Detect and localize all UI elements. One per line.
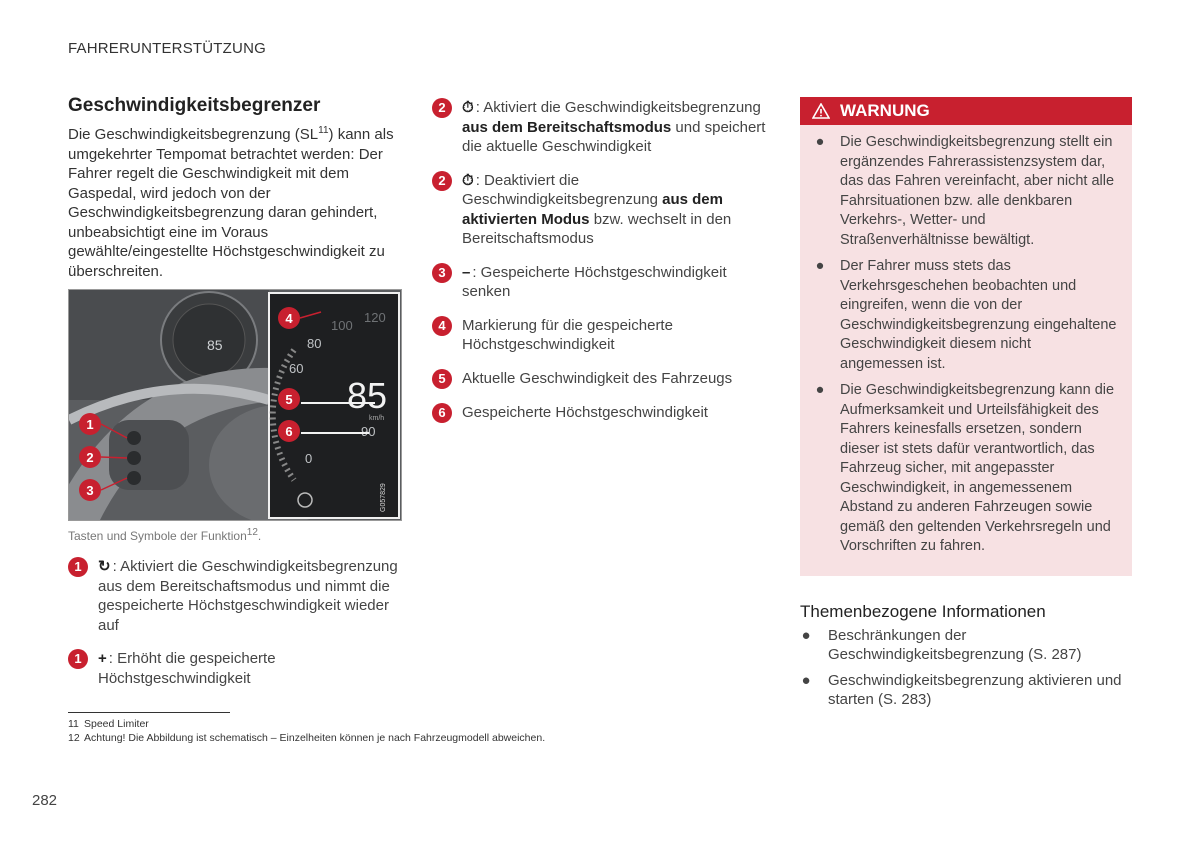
footnote-text: Speed Limiter <box>84 718 149 730</box>
svg-text:4: 4 <box>285 311 293 326</box>
svg-text:1: 1 <box>86 417 94 432</box>
related-link[interactable]: ● Beschränkungen der Geschwindigkeitsbegrenzung (S. 287) <box>800 626 1132 665</box>
list-item <box>432 316 767 355</box>
callout-badge: 3 <box>432 263 452 283</box>
scale-0: 0 <box>305 451 313 466</box>
item-text: : Gespeicherte Höchstgeschwindigkeit senken <box>462 263 727 300</box>
item-text: Aktuelle Geschwindigkeit des Fahrzeugs <box>462 369 733 387</box>
function-figure <box>68 289 402 521</box>
scale-80: 80 <box>307 336 322 351</box>
svg-text:5: 5 <box>285 392 293 407</box>
plus-icon: + <box>98 650 107 667</box>
footnote-divider <box>68 712 230 713</box>
callout-badge: 1 <box>68 557 88 577</box>
speed-unit: km/h <box>369 415 385 422</box>
callout-badge: 5 <box>432 369 452 389</box>
list-item <box>432 98 767 157</box>
list-item <box>68 557 398 635</box>
item-emphasis: aus dem aktivierten Modus <box>462 191 723 228</box>
callout-2 <box>79 446 101 468</box>
page-title: Geschwindigkeitsbegrenzer <box>68 95 321 116</box>
warning-text: Die Geschwindigkeitsbegrenzung kann die Aufmerksamkeit und Urteilsfähigkeit des Fahrers keinesfalls ersetzen, sondern dieser ist stets dafür verantwortlich, das Fahrzeug sicher, mit angepasster Geschwindigkeit, in angemessenem Abstand zu anderen Fahrzeugen sowie gemäß den geltenden Verkehrsregeln und Vorschriften zu fahren. <box>840 382 1115 554</box>
footnote-ref-12: 12 <box>246 527 258 538</box>
callout-4 <box>278 307 300 329</box>
item-text: : Aktiviert die Geschwindigkeitsbegrenzung <box>475 99 761 116</box>
callout-6 <box>278 420 300 442</box>
item-emphasis: aus dem Bereitschaftsmodus <box>462 118 672 136</box>
figure-code: G057829 <box>380 483 387 512</box>
warning-header <box>800 97 1132 125</box>
callout-5 <box>278 388 300 410</box>
speed-limiter-icon: ⏱ <box>462 171 474 189</box>
svg-text:2: 2 <box>86 450 94 465</box>
intro-text-start: Die Geschwindigkeitsbegrenzung (SL <box>68 126 319 143</box>
warning-item: ● Der Fahrer muss stets das Verkehrsgeschehen beobachten und eingreifen, wenn die von der Geschwindigkeitsbegrenzung eingehaltene Geschwindigkeit diesem nicht angemessen ist. <box>814 257 1118 374</box>
callout-badge: 2 <box>432 171 452 191</box>
footnote-ref-11: 11 <box>318 125 329 136</box>
page-number: 282 <box>32 792 58 809</box>
warning-item: ● Die Geschwindigkeitsbegrenzung stellt ein ergänzendes Fahrerassistenzsystem dar, das das Fahren vereinfacht, aber nicht alle Fahrsituationen bzw. alle denkbaren Verkehrs-, Wetter- und Straßenverhältnisse bewältigt. <box>814 133 1118 250</box>
warning-triangle-icon <box>812 103 830 119</box>
footnotes <box>68 717 545 745</box>
warning-item: ● Die Geschwindigkeitsbegrenzung kann die Aufmerksamkeit und Urteilsfähigkeit des Fahrers keinesfalls ersetzen, sondern dieser ist stets dafür verantwortlich, das Fahrzeug sicher, mit angepasster Geschwindigkeit, in angemessenem Abstand zu anderen Fahrzeugen sowie gemäß den geltenden Verkehrsregeln und Vorschriften zu fahren. <box>814 381 1118 557</box>
item-text-end: bzw. wechselt in den Bereitschaftsmodus <box>462 210 732 247</box>
warning-text: Der Fahrer muss stets das Verkehrsgeschehen beobachten und eingreifen, wenn die von der Geschwindigkeitsbegrenzung eingehaltene Geschwindigkeit diesem nicht angemessen ist. <box>840 258 1117 372</box>
section-header: FAHRERUNTERSTÜTZUNG <box>68 40 266 57</box>
item-text: : Deaktiviert die Geschwindigkeitsbegrenzung <box>462 171 663 208</box>
warning-text: Die Geschwindigkeitsbegrenzung stellt ein ergänzendes Fahrerassistenzsystem dar, das das Fahren vereinfacht, aber nicht alle Fahrsituationen bzw. alle denkbaren Verkehrs-, Wetter- und Straßenverhältnisse bewältigt. <box>840 134 1115 248</box>
item-text: Gespeicherte Höchstgeschwindigkeit <box>462 403 708 421</box>
svg-text:6: 6 <box>285 424 293 439</box>
list-item <box>432 171 767 249</box>
main-column-left <box>68 95 398 702</box>
footnote-number: 11 <box>68 718 79 730</box>
list-item <box>432 403 767 423</box>
scale-120: 120 <box>364 310 386 325</box>
callout-1 <box>79 413 101 435</box>
related-link-text[interactable]: Beschränkungen der Geschwindigkeitsbegrenzung (S. 287) <box>828 626 1082 663</box>
steering-wheel-illustration <box>69 290 402 521</box>
caption-text: Tasten und Symbole der Funktion <box>68 529 247 543</box>
callout-badge: 6 <box>432 403 452 423</box>
footnote <box>68 731 545 745</box>
figure-caption <box>68 529 398 543</box>
list-item <box>432 369 767 389</box>
current-speed: 85 <box>347 375 388 416</box>
warning-box <box>800 97 1132 576</box>
svg-text:3: 3 <box>86 483 94 498</box>
intro-paragraph <box>68 125 398 281</box>
list-item <box>432 263 767 302</box>
item-text: Markierung für die gespeicherte Höchstgeschwindigkeit <box>462 316 673 353</box>
item-text-end: und speichert die aktuelle Geschwindigkeit <box>462 118 766 155</box>
callout-3 <box>79 479 101 501</box>
item-text: : Erhöht die gespeicherte Höchstgeschwindigkeit <box>98 650 276 687</box>
dash-speed: 85 <box>207 337 223 353</box>
warning-title: WARNUNG <box>840 101 930 120</box>
intro-text-end: ) kann als umgekehrter Tempomat betrachtet werden: Der Fahrer regelt die Geschwindigkeit mit dem Gaspedal, wird jedoch von der Geschwindigkeitsbegrenzung daran gehindert, unbeabsichtigt eine im Voraus gewählte/eingestellte Höchstgeschwindigkeit zu überschreiten. <box>68 126 394 280</box>
resume-icon: ↻ <box>98 558 111 575</box>
minus-icon: – <box>462 263 471 281</box>
related-heading: Themenbezogene Informationen <box>800 601 1046 621</box>
footnote-text: Achtung! Die Abbildung ist schematisch – Einzelheiten können je nach Fahrzeugmodell abweichen. <box>84 732 546 744</box>
main-column-middle <box>432 98 767 437</box>
speed-limiter-icon: ⏱ <box>462 99 474 116</box>
footnote-number: 12 <box>68 732 80 744</box>
list-item <box>68 649 398 688</box>
scale-60: 60 <box>289 361 304 376</box>
callout-badge: 4 <box>432 316 452 336</box>
related-link[interactable]: ● Geschwindigkeitsbegrenzung aktivieren und starten (S. 283) <box>800 671 1132 710</box>
item-text: : Aktiviert die Geschwindigkeitsbegrenzung aus dem Bereitschaftsmodus und nimmt die gespeicherte Höchstgeschwindigkeit wieder auf <box>98 558 398 634</box>
related-link-text[interactable]: Geschwindigkeitsbegrenzung aktivieren und starten (S. 283) <box>828 671 1122 708</box>
callout-badge: 1 <box>68 649 88 669</box>
scale-100: 100 <box>331 318 353 333</box>
footnote <box>68 717 545 731</box>
main-column-right <box>800 97 1132 716</box>
caption-end: . <box>257 529 262 543</box>
stored-limit: 90 <box>361 424 376 439</box>
callout-badge: 2 <box>432 98 452 118</box>
